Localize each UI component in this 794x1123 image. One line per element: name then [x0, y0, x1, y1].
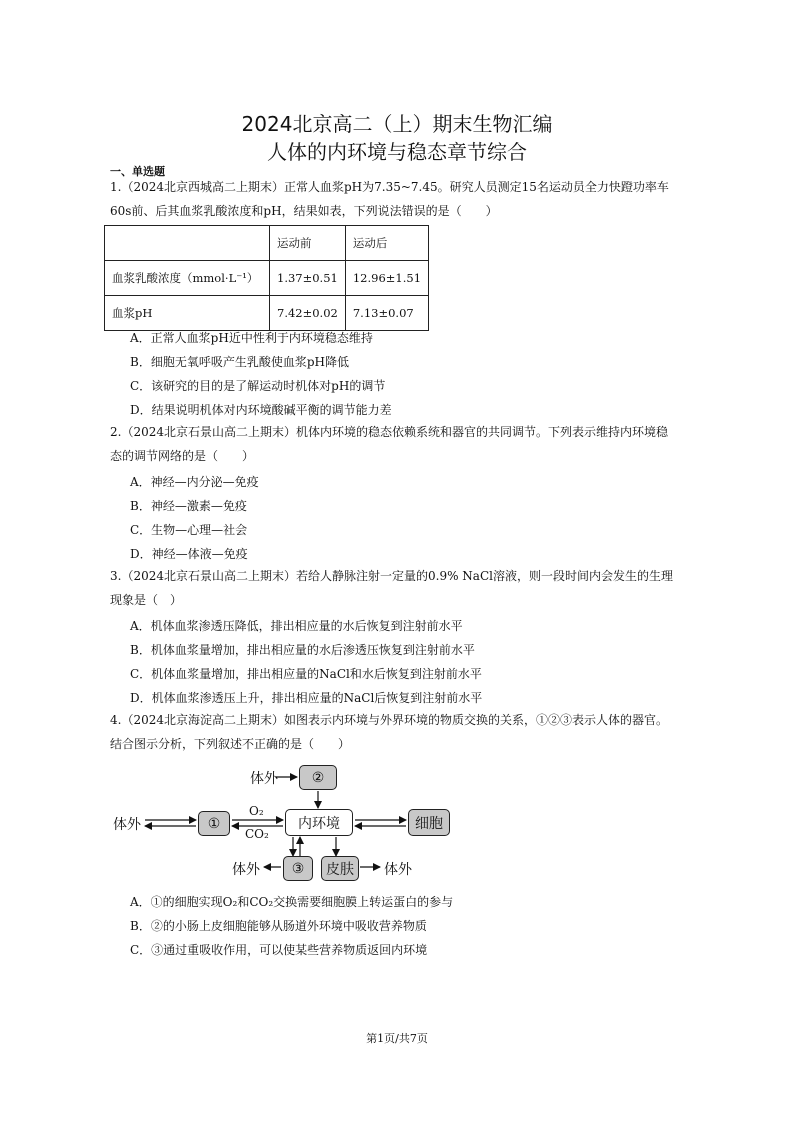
q1-option-a: A．正常人血浆pH近中性利于内环境稳态维持 [130, 331, 373, 345]
question-2-line1: 2.（2024北京石景山高二上期末）机体内环境的稳态依赖系统和器官的共同调节。下列表示维持内环境稳 [110, 425, 668, 439]
table-header-cell: 运动前 [270, 226, 346, 261]
q1-option-d: D．结果说明机体对内环境酸碱平衡的调节能力差 [130, 403, 392, 417]
co2-label: CO₂ [245, 827, 269, 841]
question-4-line2: 结合图示分析，下列叙述不正确的是（ ） [110, 737, 351, 751]
q1-option-b: B．细胞无氧呼吸产生乳酸使血浆pH降低 [130, 355, 349, 369]
q4-option-a: A．①的细胞实现O₂和CO₂交换需要细胞膜上转运蛋白的参与 [130, 895, 454, 909]
table-cell: 1.37±0.51 [270, 261, 346, 296]
q3-option-a: A．机体血浆渗透压降低，排出相应量的水后恢复到注射前水平 [130, 619, 463, 633]
q2-option-b: B．神经—激素—免疫 [130, 499, 247, 513]
table-cell: 12.96±1.51 [345, 261, 428, 296]
table-cell: 7.42±0.02 [270, 296, 346, 331]
table-cell: 血浆乳酸浓度（mmol·L⁻¹） [105, 261, 270, 296]
q1-data-table [104, 225, 429, 331]
page-subtitle: 人体的内环境与稳态章节综合 [267, 140, 527, 164]
section-heading: 一、单选题 [110, 165, 165, 178]
page-footer: 第1页/共7页 [366, 1032, 428, 1045]
question-1-line2: 60s前、后其血浆乳酸浓度和pH，结果如表，下列说法错误的是（ ） [110, 204, 498, 218]
q3-option-c: C．机体血浆量增加，排出相应量的NaCl和水后恢复到注射前水平 [130, 667, 482, 681]
table-header-cell [105, 226, 270, 261]
o2-label: O₂ [249, 804, 264, 818]
outside-label-left: 体外 [113, 817, 141, 833]
cell-node: 细胞 [408, 809, 450, 836]
outside-label-bottom-left: 体外 [232, 862, 260, 878]
q2-option-a: A．神经—内分泌—免疫 [130, 475, 259, 489]
organ-3-node: ③ [283, 856, 313, 881]
outside-label-top: 体外 [250, 771, 278, 787]
question-3-line2: 现象是（ ） [110, 593, 183, 607]
table-header-row [105, 226, 429, 261]
q1-option-c: C．该研究的目的是了解运动时机体对pH的调节 [130, 379, 386, 393]
q2-option-d: D．神经—体液—免疫 [130, 547, 248, 561]
question-3-line1: 3.（2024北京石景山高二上期末）若给人静脉注射一定量的0.9% NaCl溶液，则一段时间内会发生的生理 [110, 569, 673, 583]
question-4-line1: 4.（2024北京海淀高二上期末）如图表示内环境与外界环境的物质交换的关系，①②③表示人体的器官。 [110, 713, 668, 727]
table-header-cell: 运动后 [345, 226, 428, 261]
organ-1-node: ① [198, 811, 230, 836]
table-row [105, 296, 429, 331]
q4-option-c: C．③通过重吸收作用，可以使某些营养物质返回内环境 [130, 943, 428, 957]
organ-2-node: ② [299, 765, 337, 790]
table-cell: 血浆pH [105, 296, 270, 331]
table-row [105, 261, 429, 296]
question-2-line2: 态的调节网络的是（ ） [110, 449, 255, 463]
question-1-line1: 1.（2024北京西城高二上期末）正常人血浆pH为7.35~7.45。研究人员测定15名运动员全力快蹬功率车 [110, 180, 669, 194]
table-cell: 7.13±0.07 [345, 296, 428, 331]
q2-option-c: C．生物—心理—社会 [130, 523, 248, 537]
q4-option-b: B．②的小肠上皮细胞能够从肠道外环境中吸收营养物质 [130, 919, 427, 933]
skin-node: 皮肤 [321, 856, 359, 881]
q3-option-d: D．机体血浆渗透压上升，排出相应量的NaCl后恢复到注射前水平 [130, 691, 483, 705]
q3-option-b: B．机体血浆量增加，排出相应量的水后渗透压恢复到注射前水平 [130, 643, 475, 657]
internal-environment-node: 内环境 [285, 809, 353, 836]
page-title: 2024北京高二（上）期末生物汇编 [241, 112, 553, 136]
outside-label-bottom-right: 体外 [384, 862, 412, 878]
